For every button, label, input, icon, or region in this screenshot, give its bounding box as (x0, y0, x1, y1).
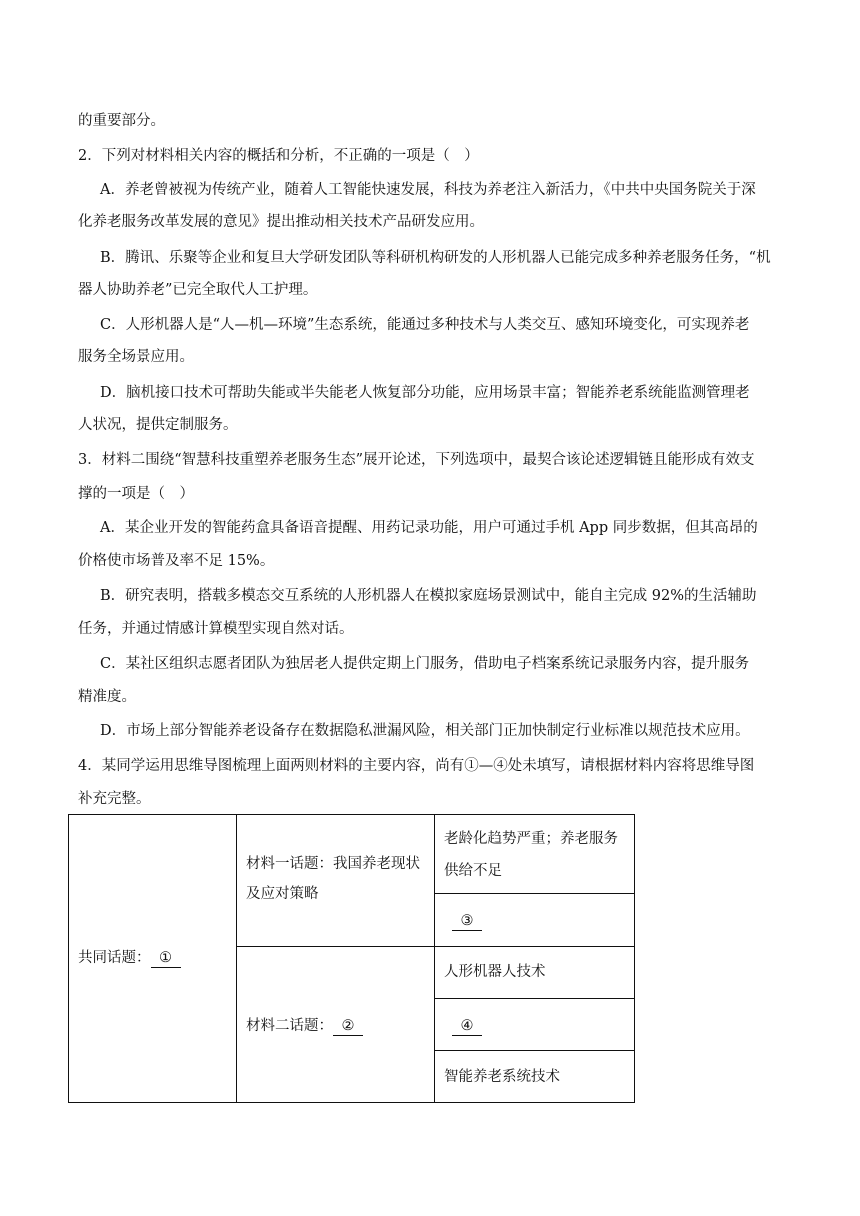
mindmap-material2-sub3-text: 智能养老系统技术 (444, 1069, 560, 1085)
mindmap-material2-topic-label: 材料二话题： (246, 1018, 333, 1034)
question-2-option-d-line1: D．脑机接口技术可帮助失能或半失能老人恢复部分功能，应用场景丰富；智能养老系统能监测管理老 (100, 385, 750, 401)
question-3-option-a-line1: A．某企业开发的智能药盒具备语音提醒、用药记录功能，用户可通过手机 App 同步数据，但其高昂的 (100, 520, 758, 536)
mindmap-material1-sub1-cell (435, 815, 634, 894)
mindmap-material1-sub1-line1: 老龄化趋势严重；养老服务 (444, 831, 618, 847)
question-4-stem-line2: 补充完整。 (78, 791, 151, 807)
mindmap-material2-sub2-cell (435, 999, 634, 1051)
mindmap-material1-topic-line2: 及应对策略 (246, 886, 319, 902)
passage-continuation: 的重要部分。 (78, 113, 165, 129)
question-3-option-b-line2: 任务，并通过情感计算模型实现自然对话。 (78, 621, 354, 637)
question-3-stem-line2: 撑的一项是（ ） (78, 486, 194, 502)
question-2-option-c-line2: 服务全场景应用。 (78, 349, 194, 365)
mindmap-table (68, 814, 635, 1103)
question-4-stem-line1: 4．某同学运用思维导图梳理上面两则材料的主要内容，尚有①—④处未填写，请根据材料内容将思维导图 (78, 758, 755, 774)
mindmap-material1-cell (237, 815, 435, 947)
question-2-option-b-line2: 器人协助养老”已完全取代人工护理。 (78, 282, 318, 298)
question-3-option-c-line2: 精准度。 (78, 689, 136, 705)
question-3-option-d-line1: D．市场上部分智能养老设备存在数据隐私泄漏风险，相关部门正加快制定行业标准以规范技术应用。 (100, 723, 750, 739)
mindmap-material1-sub1-line2: 供给不足 (444, 863, 502, 879)
mindmap-material1-topic-line1: 材料一话题：我国养老现状 (246, 856, 420, 872)
question-2-option-a-line2: 化养老服务改革发展的意见》提出推动相关技术产品研发应用。 (78, 214, 484, 230)
mindmap-blank-1[interactable]: ① (151, 949, 181, 968)
mindmap-common-topic-label: 共同话题： (78, 950, 151, 966)
mindmap-blank-4[interactable]: ④ (452, 1017, 482, 1036)
mindmap-material2-sub3-cell (435, 1051, 634, 1102)
mindmap-material2-cell (237, 947, 435, 1102)
question-3-option-c-line1: C．某社区组织志愿者团队为独居老人提供定期上门服务，借助电子档案系统记录服务内容，提升服务 (100, 656, 750, 672)
mindmap-material2-sub1-cell (435, 947, 634, 999)
mindmap-common-topic-cell (69, 815, 237, 1102)
mindmap-material1-sub2-cell (435, 894, 634, 947)
question-2-option-a-line1: A．养老曾被视为传统产业，随着人工智能快速发展，科技为养老注入新活力，《中共中央国务院关于深 (100, 182, 756, 198)
question-3-stem-line1: 3．材料二围绕“智慧科技重塑养老服务生态”展开论述，下列选项中，最契合该论述逻辑链且能形成有效支 (78, 452, 755, 468)
mindmap-blank-3[interactable]: ③ (452, 912, 482, 931)
mindmap-blank-2[interactable]: ② (333, 1017, 363, 1036)
mindmap-material2-sub1-text: 人形机器人技术 (444, 964, 546, 980)
question-2-option-b-line1: B．腾讯、乐聚等企业和复旦大学研发团队等科研机构研发的人形机器人已能完成多种养老服务任务，“机 (100, 250, 771, 266)
question-2-option-c-line1: C．人形机器人是“人—机—环境”生态系统，能通过多种技术与人类交互、感知环境变化，可实现养老 (100, 317, 750, 333)
question-3-option-b-line1: B．研究表明，搭载多模态交互系统的人形机器人在模拟家庭场景测试中，能自主完成 92%的生活辅助 (100, 588, 757, 604)
question-3-option-a-line2: 价格使市场普及率不足 15%。 (78, 553, 275, 569)
question-2-option-d-line2: 人状况，提供定制服务。 (78, 417, 238, 433)
question-2-stem: 2．下列对材料相关内容的概括和分析，不正确的一项是（ ） (78, 148, 479, 164)
